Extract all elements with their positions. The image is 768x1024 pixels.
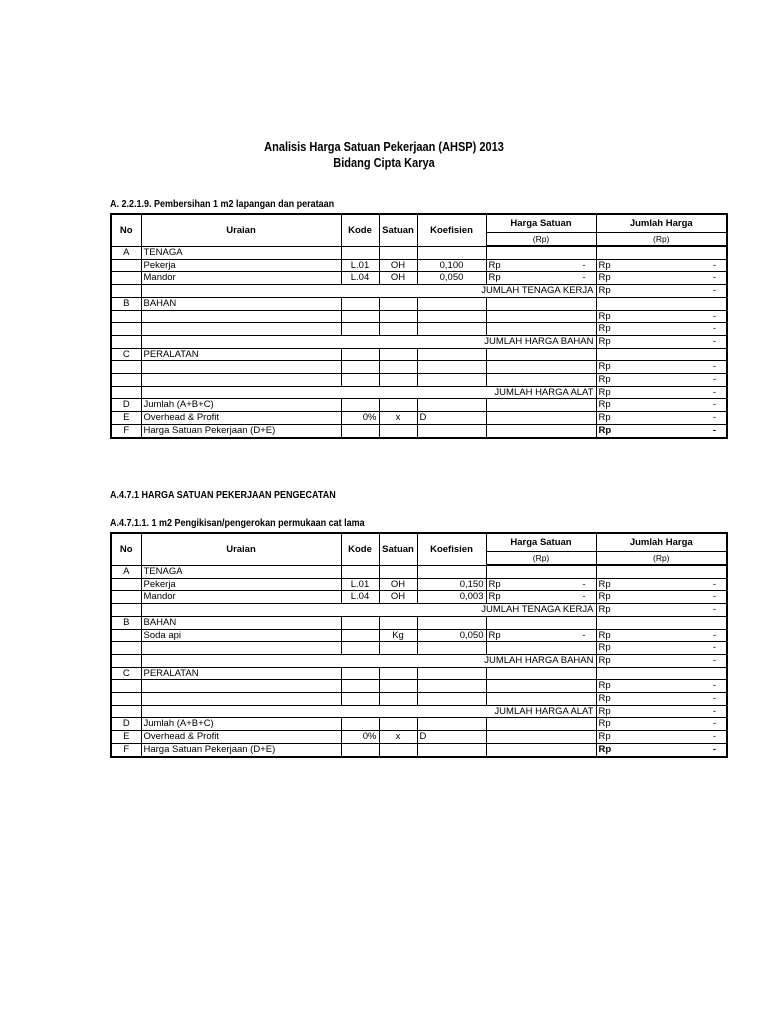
section2-heading: A.4.7.1 HARGA SATUAN PEKERJAAN PENGECATAN xyxy=(110,490,336,501)
table-row: Soda api Kg 0,050 Rp - Rp - xyxy=(111,629,727,642)
table-row: JUMLAH HARGA BAHAN Rp - xyxy=(111,654,727,667)
table-row: C PERALATAN xyxy=(111,667,727,680)
table-row: B BAHAN xyxy=(111,297,727,310)
table-row: E Overhead & Profit 0% x D Rp - xyxy=(111,731,727,744)
table-row: Rp - xyxy=(111,310,727,323)
unit-jumlah-harga: (Rp) xyxy=(596,233,727,247)
table-row: JUMLAH HARGA BAHAN Rp - xyxy=(111,335,727,348)
table-row: JUMLAH HARGA ALAT Rp - xyxy=(111,705,727,718)
unit-jumlah-harga: (Rp) xyxy=(596,552,727,566)
table-row: C PERALATAN xyxy=(111,348,727,361)
table-row: JUMLAH TENAGA KERJA Rp - xyxy=(111,604,727,617)
table-row: A TENAGA xyxy=(111,246,727,259)
col-uraian: Uraian xyxy=(141,214,341,246)
col-kode: Kode xyxy=(341,533,379,565)
table-row: Pekerja L.01 OH 0,100 Rp - Rp - xyxy=(111,259,727,272)
col-no: No xyxy=(111,533,141,565)
table-row: JUMLAH HARGA ALAT Rp - xyxy=(111,386,727,399)
table-row: D Jumlah (A+B+C) Rp - xyxy=(111,718,727,731)
unit-harga-satuan: (Rp) xyxy=(486,552,596,566)
table-row: Rp - xyxy=(111,374,727,387)
table-row: Rp - xyxy=(111,693,727,706)
table-row: F Harga Satuan Pekerjaan (D+E) Rp - xyxy=(111,743,727,756)
col-satuan: Satuan xyxy=(379,214,417,246)
table-row: JUMLAH TENAGA KERJA Rp - xyxy=(111,285,727,298)
col-koefisien: Koefisien xyxy=(417,533,486,565)
table-row: Pekerja L.01 OH 0,150 Rp - Rp - xyxy=(111,578,727,591)
table-row: Mandor L.04 OH 0,050 Rp - Rp - xyxy=(111,272,727,285)
section1-heading: A. 2.2.1.9. Pembersihan 1 m2 lapangan dan perataan xyxy=(110,199,335,210)
unit-harga-satuan: (Rp) xyxy=(486,233,596,247)
section2-subheading: A.4.7.1.1. 1 m2 Pengikisan/pengerokan permukaan cat lama xyxy=(110,518,365,529)
table-row: A TENAGA xyxy=(111,565,727,578)
col-satuan: Satuan xyxy=(379,533,417,565)
table-row: Rp - xyxy=(111,642,727,655)
col-harga-satuan: Harga Satuan xyxy=(486,533,596,552)
col-jumlah-harga: Jumlah Harga xyxy=(596,214,727,233)
table-row: Rp - xyxy=(111,361,727,374)
page-subtitle: Bidang Cipta Karya xyxy=(333,156,435,170)
ahsp-table-2 xyxy=(110,532,728,758)
table-row: Rp - xyxy=(111,680,727,693)
col-harga-satuan: Harga Satuan xyxy=(486,214,596,233)
table-row: Rp - xyxy=(111,323,727,336)
col-koefisien: Koefisien xyxy=(417,214,486,246)
table-row: B BAHAN xyxy=(111,616,727,629)
table-row: D Jumlah (A+B+C) Rp - xyxy=(111,399,727,412)
table-row: F Harga Satuan Pekerjaan (D+E) Rp - xyxy=(111,424,727,437)
col-uraian: Uraian xyxy=(141,533,341,565)
ahsp-table-1 xyxy=(110,213,728,439)
table-row: E Overhead & Profit 0% x D Rp - xyxy=(111,412,727,425)
col-jumlah-harga: Jumlah Harga xyxy=(596,533,727,552)
page-title: Analisis Harga Satuan Pekerjaan (AHSP) 2013 xyxy=(264,140,504,154)
col-kode: Kode xyxy=(341,214,379,246)
col-no: No xyxy=(111,214,141,246)
table-row: Mandor L.04 OH 0,003 Rp - Rp - xyxy=(111,591,727,604)
